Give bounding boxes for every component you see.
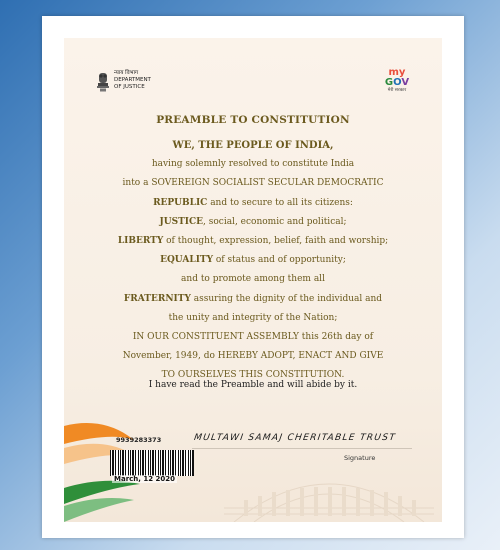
preamble-republic: REPUBLIC <box>153 197 208 208</box>
preamble-line-2: having solemnly resolved to constitute India <box>151 159 355 170</box>
preamble-line-10: the unity and integrity of the Nation; <box>168 312 338 323</box>
mygov-g: G <box>384 77 394 88</box>
preamble-line-7: of status and of opportunity; <box>213 255 346 266</box>
preamble-certificate <box>64 38 442 522</box>
preamble-equality: EQUALITY <box>160 255 214 266</box>
preamble-text <box>64 136 442 385</box>
preamble-line-4: and to secure to all its citizens: <box>207 197 353 208</box>
mygov-tagline: मेरी सरकार <box>387 88 407 93</box>
department-of-justice-logo <box>114 70 151 91</box>
mygov-logo <box>372 68 422 94</box>
preamble-line-3: into a SOVEREIGN SOCIALIST SECULAR DEMOCRATIC <box>122 178 384 189</box>
pledge-text: I have read the Preamble and will abide by it. <box>148 380 358 390</box>
preamble-line-12: November, 1949, do HEREBY ADOPT, ENACT AND GIVE <box>122 351 384 362</box>
preamble-liberty: LIBERTY <box>117 235 164 246</box>
preamble-line-1: WE, THE PEOPLE OF INDIA, <box>172 140 334 151</box>
preamble-line-5: , social, economic and political; <box>203 216 347 227</box>
dept-line2: OF JUSTICE <box>114 84 145 90</box>
preamble-line-8: and to promote among them all <box>181 274 325 285</box>
signature-label: Signature <box>344 454 376 462</box>
national-emblem-icon <box>96 71 110 93</box>
preamble-line-13: TO OURSELVES THIS CONSTITUTION. <box>161 370 345 381</box>
preamble-line-9: assuring the dignity of the individual and <box>190 293 383 304</box>
page-title: PREAMBLE TO CONSTITUTION <box>156 114 350 126</box>
preamble-line-6: of thought, expression, belief, faith and worship; <box>163 235 389 246</box>
mygov-v: V <box>401 77 410 88</box>
signature-line <box>192 448 412 449</box>
phone-number: 9939283373 <box>116 436 162 444</box>
date-stamp: March, 12 2020 <box>114 475 176 483</box>
barcode-icon <box>110 450 194 476</box>
preamble-fraternity: FRATERNITY <box>123 293 191 304</box>
preamble-line-11: IN OUR CONSTITUENT ASSEMBLY this 26th day of <box>132 331 374 342</box>
preamble-justice: JUSTICE <box>159 216 204 227</box>
mygov-o: O <box>393 77 402 88</box>
handwritten-signature: MULTAWI SAMAJ CHERITABLE TRUST <box>193 433 397 443</box>
mygov-my: my <box>388 67 406 78</box>
dept-line1: DEPARTMENT <box>114 77 151 83</box>
dept-hindi: न्याय विभाग <box>114 70 139 76</box>
